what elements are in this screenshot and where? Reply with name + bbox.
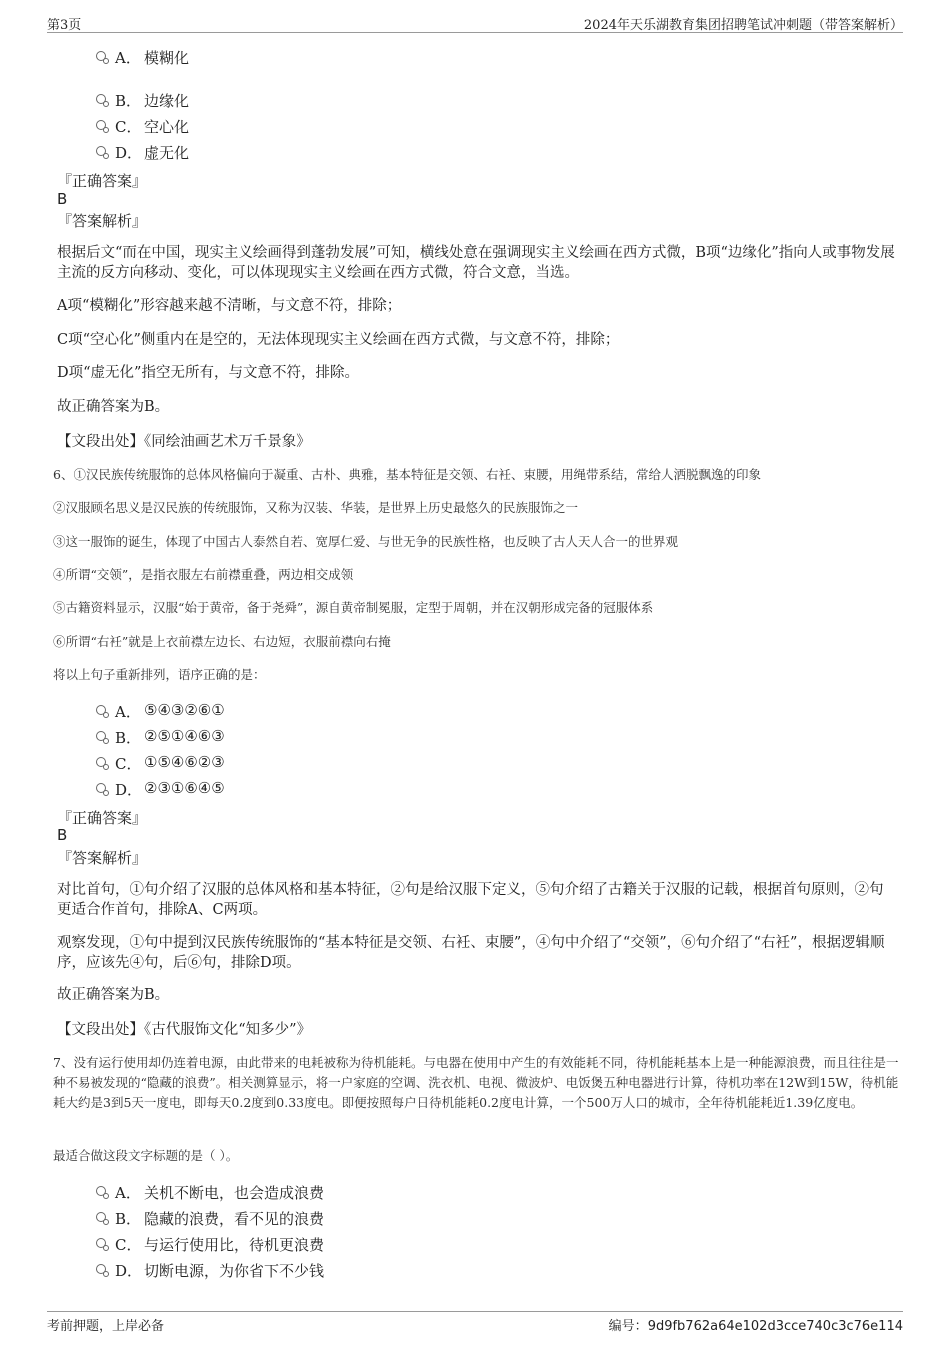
radio-icon[interactable] — [96, 731, 106, 741]
radio-icon[interactable] — [96, 1264, 106, 1274]
radio-icon[interactable] — [96, 94, 106, 104]
q6-analysis-label: 『答案解析』 — [57, 849, 148, 867]
radio-icon[interactable] — [96, 1238, 106, 1248]
q6-stem-line: ②汉服顾名思义是汉民族的传统服饰，又称为汉装、华装，是世界上历史最悠久的民族服饰之一 — [53, 500, 579, 515]
footer-slogan: 考前押题，上岸必备 — [47, 1319, 165, 1334]
q5-analysis-paragraph: D项“虚无化”指空无所有，与文意不符，排除。 — [57, 365, 359, 381]
document-title: 2024年天乐湖教育集团招聘笔试冲刺题（带答案解析） — [583, 18, 903, 33]
q6-stem-line: 6、①汉民族传统服饰的总体风格偏向于凝重、古朴、典雅，基本特征是交领、右衽、束腰，用绳带系结，常给人洒脱飘逸的印象 — [53, 467, 761, 482]
page-header — [47, 12, 903, 33]
q6-analysis-paragraph: 对比首句，①句介绍了汉服的总体风格和基本特征，②句是给汉服下定义，⑤句介绍了古籍关于汉服的记载，根据首句原则，②句更适合作首句，排除A、C两项。 — [57, 882, 884, 918]
q6-answer: B — [57, 826, 68, 844]
q6-stem-line: ⑤古籍资料显示，汉服“始于黄帝，备于尧舜”，源自黄帝制冕服，定型于周朝，并在汉朝形成完备的冠服体系 — [53, 600, 654, 615]
q6-answer-label: 『正确答案』 — [57, 809, 148, 827]
radio-icon[interactable] — [96, 705, 106, 715]
q6-stem-line: ③这一服饰的诞生，体现了中国古人泰然自若、宽厚仁爱、与世无争的民族性格，也反映了古人天人合一的世界观 — [53, 534, 679, 549]
q6-analysis-paragraph: 故正确答案为B。 — [57, 987, 170, 1003]
q7-stem: 7、没有运行使用却仍连着电源，由此带来的电耗被称为待机能耗。与电器在使用中产生的有效能耗不同，待机能耗基本上是一种能源浪费，而且往往是一种不易被发现的“隐藏的浪费”。相关测算显示，将一户家庭的空调、洗衣机、电视、微波炉、电饭煲五种电器进行计算，待机功率在12W到15W，待机能耗大约是3到5天一度电，即每天0.2度到0.33度电。即便按照每户日待机能耗0.2度电计算，一个500万人口的城市，全年待机能耗近1.39亿度电。 — [53, 1055, 899, 1110]
q6-stem-line: ⑥所谓“右衽”就是上衣前襟左边长、右边短，衣服前襟向右掩 — [53, 634, 391, 649]
q5-source: 【文段出处】《同绘油画艺术万千景象》 — [57, 434, 311, 450]
radio-icon[interactable] — [96, 757, 106, 767]
q6-analysis-paragraph: 观察发现，①句中提到汉民族传统服饰的“基本特征是交领、右衽、束腰”，④句中介绍了“交领”，⑥句介绍了“右衽”，根据逻辑顺序，应该先④句，后⑥句，排除D项。 — [57, 935, 885, 971]
q5-answer-label: 『正确答案』 — [57, 172, 148, 190]
radio-icon[interactable] — [96, 783, 106, 793]
q6-source: 【文段出处】《古代服饰文化“知多少”》 — [57, 1022, 312, 1038]
q6-prompt: 将以上句子重新排列，语序正确的是： — [53, 667, 266, 682]
radio-icon[interactable] — [96, 51, 106, 61]
radio-icon[interactable] — [96, 1212, 106, 1222]
radio-icon[interactable] — [96, 1186, 106, 1196]
radio-icon[interactable] — [96, 146, 106, 156]
q5-analysis-paragraph: 根据后文“而在中国，现实主义绘画得到蓬勃发展”可知，横线处意在强调现实主义绘画在西方式微，B项“边缘化”指向人或事物发展主流的反方向移动、变化，可以体现现实主义绘画在西方式微，符合文意，当选。 — [57, 245, 895, 281]
q5-analysis-paragraph: A项“模糊化”形容越来越不清晰，与文意不符，排除； — [57, 298, 402, 314]
q6-stem-line: ④所谓“交领”，是指衣服左右前襟重叠，两边相交成领 — [53, 567, 354, 582]
radio-icon[interactable] — [96, 120, 106, 130]
document-id-label: 编号： — [608, 1319, 648, 1334]
q5-analysis-paragraph: C项“空心化”侧重内在是空的，无法体现现实主义绘画在西方式微，与文意不符，排除； — [57, 332, 620, 348]
page-footer — [47, 1311, 903, 1337]
q5-analysis-label: 『答案解析』 — [57, 212, 148, 230]
q5-answer: B — [57, 190, 68, 208]
page-number: 第3页 — [47, 18, 82, 33]
q5-analysis-paragraph: 故正确答案为B。 — [57, 399, 170, 415]
document-id — [609, 1315, 903, 1334]
document-id-value: 9d9fb762a64e102d3cce740c3c76e114 — [647, 1319, 903, 1334]
q7-prompt: 最适合做这段文字标题的是（ ）。 — [53, 1148, 239, 1163]
